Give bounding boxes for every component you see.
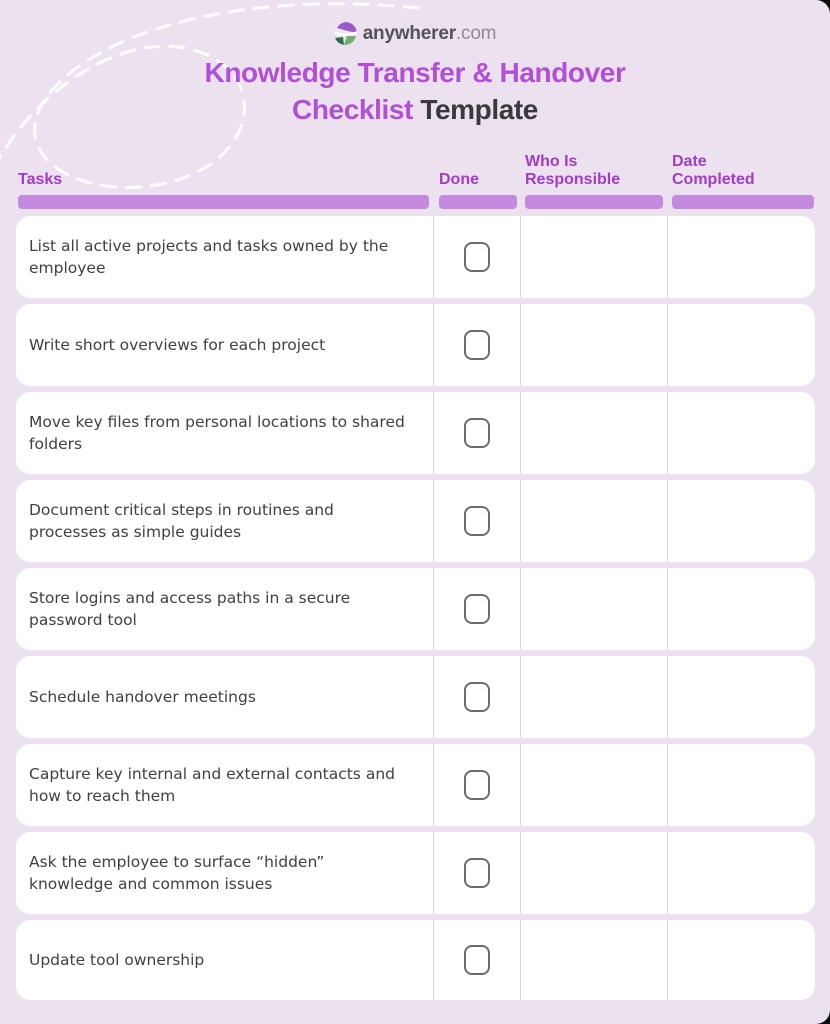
done-checkbox[interactable] (464, 945, 490, 975)
table-row (16, 392, 815, 474)
who-underline-bar (525, 195, 663, 209)
done-cell (434, 392, 521, 474)
logo (0, 0, 830, 45)
done-checkbox[interactable] (464, 418, 490, 448)
brand-name: anywherer (362, 22, 456, 44)
date-completed-cell[interactable] (668, 832, 815, 914)
table-row (16, 568, 815, 650)
globe-swirl-icon (334, 22, 357, 45)
done-cell (434, 480, 521, 562)
date-underline-bar (672, 195, 814, 209)
brand-tld: .com (455, 22, 497, 44)
column-header-who: Who Is Responsible (525, 153, 621, 188)
table-row (16, 656, 815, 738)
done-cell (434, 832, 521, 914)
date-completed-cell[interactable] (668, 920, 815, 1000)
page-title (0, 54, 830, 128)
task-text: Store logins and access paths in a secure password tool (29, 589, 351, 629)
task-cell (16, 304, 434, 386)
table-row (16, 216, 815, 298)
who-responsible-cell[interactable] (521, 480, 668, 562)
done-cell (434, 304, 521, 386)
task-cell (16, 744, 434, 826)
done-checkbox[interactable] (464, 330, 490, 360)
done-checkbox[interactable] (464, 506, 490, 536)
task-text: Ask the employee to surface “hidden” knowledge and common issues (29, 853, 325, 893)
task-cell (16, 392, 434, 474)
title-line1: Knowledge Transfer & Handover (204, 57, 626, 88)
done-checkbox[interactable] (464, 770, 490, 800)
task-cell (16, 216, 434, 298)
who-responsible-cell[interactable] (521, 744, 668, 826)
who-responsible-cell[interactable] (521, 304, 668, 386)
header-underlines (16, 195, 815, 209)
done-cell (434, 656, 521, 738)
table-row (16, 832, 815, 914)
date-completed-cell[interactable] (668, 392, 815, 474)
task-text: Document critical steps in routines and processes as simple guides (29, 501, 334, 541)
who-responsible-cell[interactable] (521, 920, 668, 1000)
column-header-done: Done (439, 171, 479, 188)
date-completed-cell[interactable] (668, 216, 815, 298)
task-text: List all active projects and tasks owned by the employee (29, 237, 389, 277)
date-completed-cell[interactable] (668, 568, 815, 650)
task-text: Update tool ownership (29, 951, 205, 969)
column-header-tasks: Tasks (18, 171, 63, 188)
task-text: Move key files from personal locations to shared folders (29, 413, 405, 453)
title-line2-accent: Checklist (292, 94, 413, 125)
who-responsible-cell[interactable] (521, 568, 668, 650)
table-body (16, 216, 815, 1000)
task-cell (16, 832, 434, 914)
table-row (16, 304, 815, 386)
date-completed-cell[interactable] (668, 744, 815, 826)
who-responsible-cell[interactable] (521, 656, 668, 738)
task-cell (16, 568, 434, 650)
column-header-date: Date Completed (672, 153, 755, 188)
title-line2-rest: Template (412, 94, 538, 125)
task-text: Schedule handover meetings (29, 688, 256, 706)
table-header (16, 153, 815, 209)
task-cell (16, 480, 434, 562)
who-responsible-cell[interactable] (521, 832, 668, 914)
tasks-underline-bar (18, 195, 429, 209)
brand-text (363, 23, 497, 45)
done-cell (434, 744, 521, 826)
task-cell (16, 656, 434, 738)
done-checkbox[interactable] (464, 682, 490, 712)
done-checkbox[interactable] (464, 858, 490, 888)
done-cell (434, 920, 521, 1000)
table-row (16, 920, 815, 1000)
done-underline-bar (439, 195, 517, 209)
table-row (16, 480, 815, 562)
done-checkbox[interactable] (464, 594, 490, 624)
task-text: Write short overviews for each project (29, 336, 326, 354)
date-completed-cell[interactable] (668, 656, 815, 738)
who-responsible-cell[interactable] (521, 216, 668, 298)
task-cell (16, 920, 434, 1000)
table-row (16, 744, 815, 826)
task-text: Capture key internal and external contacts and how to reach them (29, 765, 395, 805)
done-checkbox[interactable] (464, 242, 490, 272)
who-responsible-cell[interactable] (521, 392, 668, 474)
done-cell (434, 568, 521, 650)
date-completed-cell[interactable] (668, 304, 815, 386)
done-cell (434, 216, 521, 298)
date-completed-cell[interactable] (668, 480, 815, 562)
